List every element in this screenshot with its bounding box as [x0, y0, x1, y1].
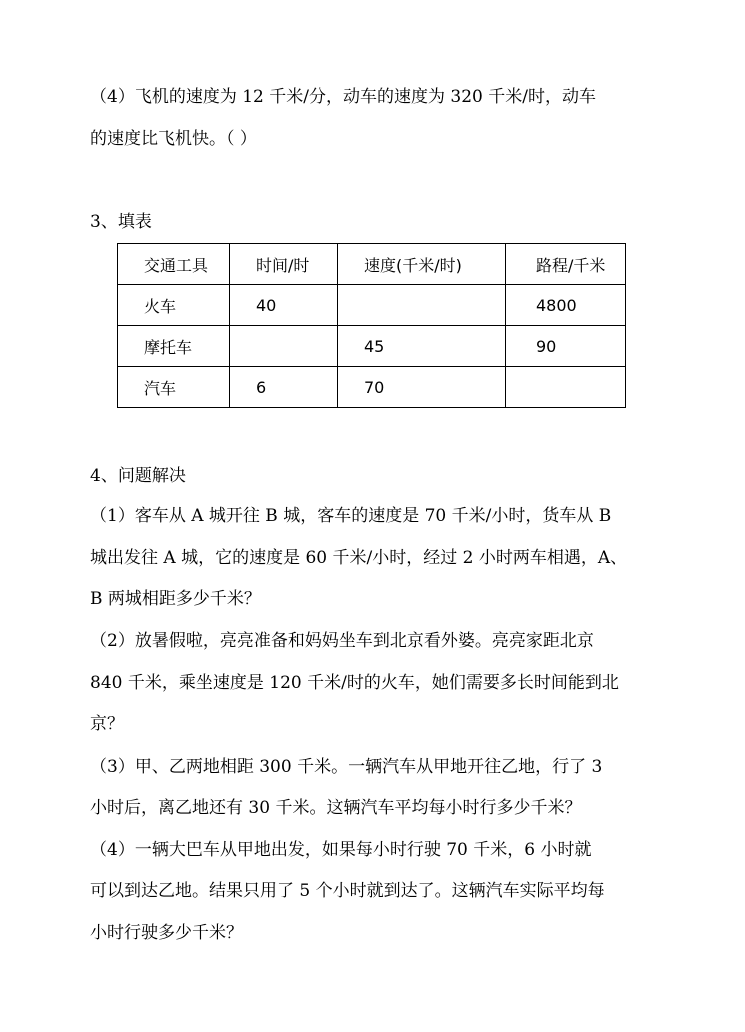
table-row: [118, 285, 626, 326]
cell-speed: 70: [338, 367, 506, 408]
cell-time: 6: [230, 367, 338, 408]
cell-distance: 4800: [506, 285, 626, 326]
question-3-line-2: 小时后，离乙地还有 30 千米。这辆汽车平均每小时行多少千米？: [90, 798, 582, 818]
question-1-line-3: B 两城相距多少千米？: [90, 589, 261, 609]
table-header-row: [118, 244, 626, 285]
question-2-line-3: 京？: [90, 714, 124, 734]
fill-in-table: [117, 243, 626, 408]
cell-transport: 汽车: [118, 367, 230, 408]
question-4-line-1: （4）一辆大巴车从甲地出发，如果每小时行驶 70 千米，6 小时就: [90, 840, 592, 860]
cell-time[interactable]: [230, 326, 338, 367]
question-3-line-1: （3）甲、乙两地相距 300 千米。一辆汽车从甲地开往乙地，行了 3: [90, 757, 603, 777]
header-transport: 交通工具: [118, 244, 230, 285]
header-speed: 速度(千米/时): [338, 244, 506, 285]
cell-transport: 火车: [118, 285, 230, 326]
question-1-line-1: （1）客车从 A 城开往 B 城，客车的速度是 70 千米/小时，货车从 B: [90, 506, 612, 526]
cell-speed: 45: [338, 326, 506, 367]
question-2-line-1: （2）放暑假啦，亮亮准备和妈妈坐车到北京看外婆。亮亮家距北京: [90, 631, 594, 651]
cell-speed[interactable]: [338, 285, 506, 326]
cell-time: 40: [230, 285, 338, 326]
problem-4-line-1: （4）飞机的速度为 12 千米/分，动车的速度为 320 千米/时，动车: [90, 87, 596, 107]
question-4-line-2: 可以到达乙地。结果只用了 5 个小时就到达了。这辆汽车实际平均每: [90, 881, 605, 901]
cell-distance[interactable]: [506, 367, 626, 408]
problem-4-line-2: 的速度比飞机快。（ ）: [90, 129, 257, 149]
question-4-line-3: 小时行驶多少千米？: [90, 923, 243, 943]
table-row: [118, 326, 626, 367]
question-2-line-2: 840 千米，乘坐速度是 120 千米/时的火车，她们需要多长时间能到北: [90, 673, 619, 693]
table-row: [118, 367, 626, 408]
header-time: 时间/时: [230, 244, 338, 285]
question-1-line-2: 城出发往 A 城，它的速度是 60 千米/小时，经过 2 小时两车相遇，A、: [90, 548, 628, 568]
section-4-title: 4、问题解决: [90, 466, 186, 486]
cell-transport: 摩托车: [118, 326, 230, 367]
section-3-title: 3、填表: [90, 212, 152, 232]
cell-distance: 90: [506, 326, 626, 367]
header-distance: 路程/千米: [506, 244, 626, 285]
